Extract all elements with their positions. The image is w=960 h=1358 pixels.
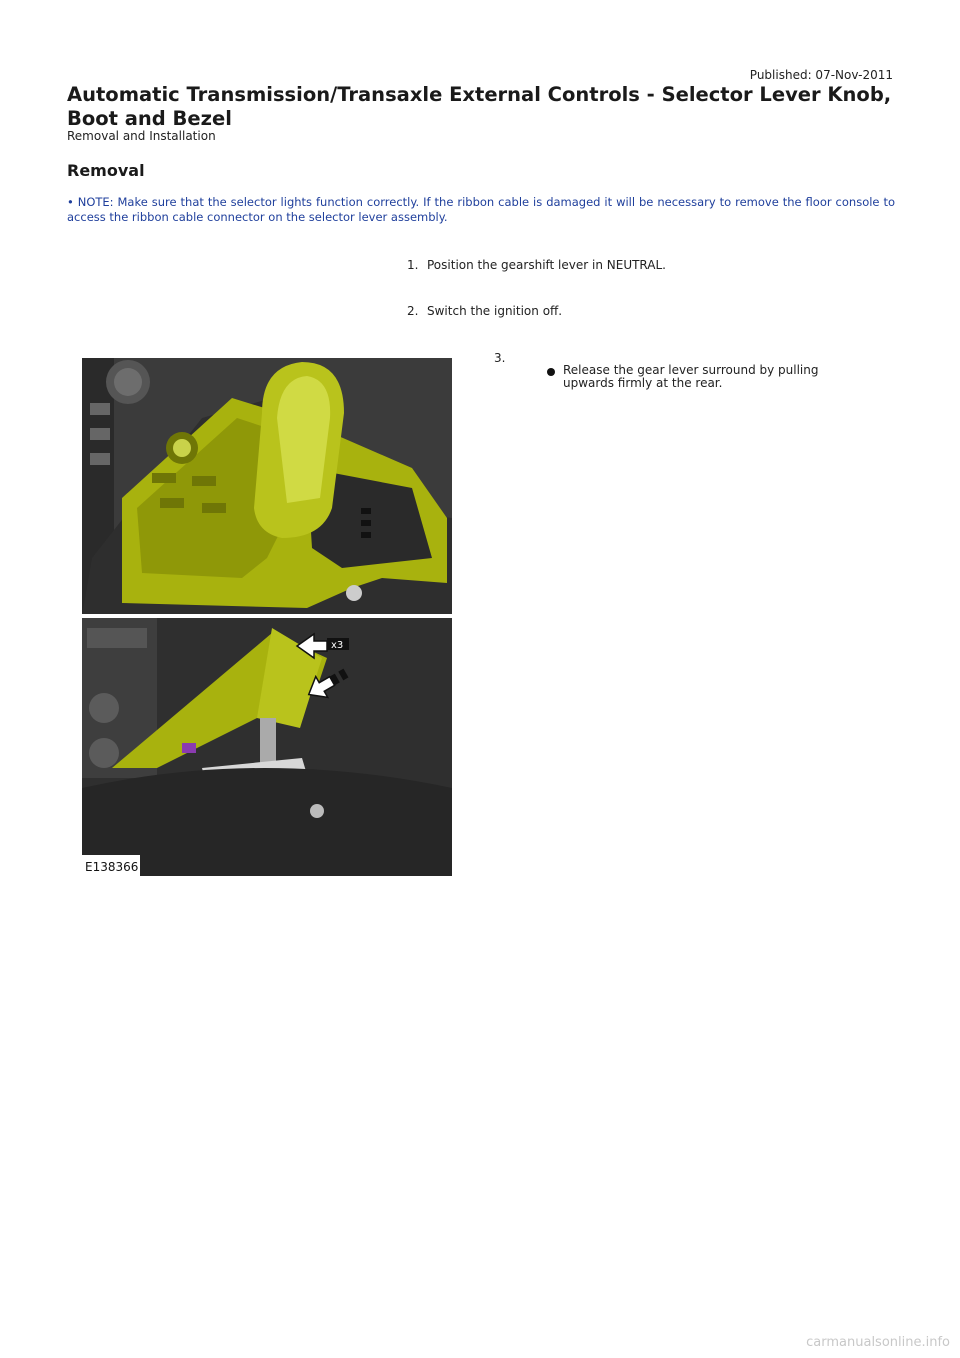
step-text: Switch the ignition off. [427, 304, 563, 318]
callout-label: x3 [331, 640, 344, 651]
procedure-figure [82, 358, 452, 876]
step-number: 2. [407, 304, 419, 318]
published-date: Published: 07-Nov-2011 [749, 68, 893, 82]
step-text: Position the gearshift lever in NEUTRAL. [427, 258, 666, 272]
section-heading: Removal [67, 161, 145, 180]
watermark: carmanualsonline.info [806, 1335, 950, 1350]
bullet-icon [547, 368, 555, 376]
figure-code: E138366 [85, 860, 139, 874]
gear-lever-illustration [82, 358, 452, 876]
page-title: Automatic Transmission/Transaxle External Controls - Selector Lever Knob, Boot and Bezel [67, 83, 892, 130]
step-number: 1. [407, 258, 419, 272]
note-text: • NOTE: Make sure that the selector lights function correctly. If the ribbon cable is damaged it will be necessary to remove the floor console to access the ribbon cable connector on the selector lever assembly. [67, 195, 895, 224]
page-subtitle: Removal and Installation [67, 129, 216, 143]
bullet-text: Release the gear lever surround by pulling upwards firmly at the rear. [563, 363, 819, 390]
step-number: 3. [494, 351, 506, 365]
